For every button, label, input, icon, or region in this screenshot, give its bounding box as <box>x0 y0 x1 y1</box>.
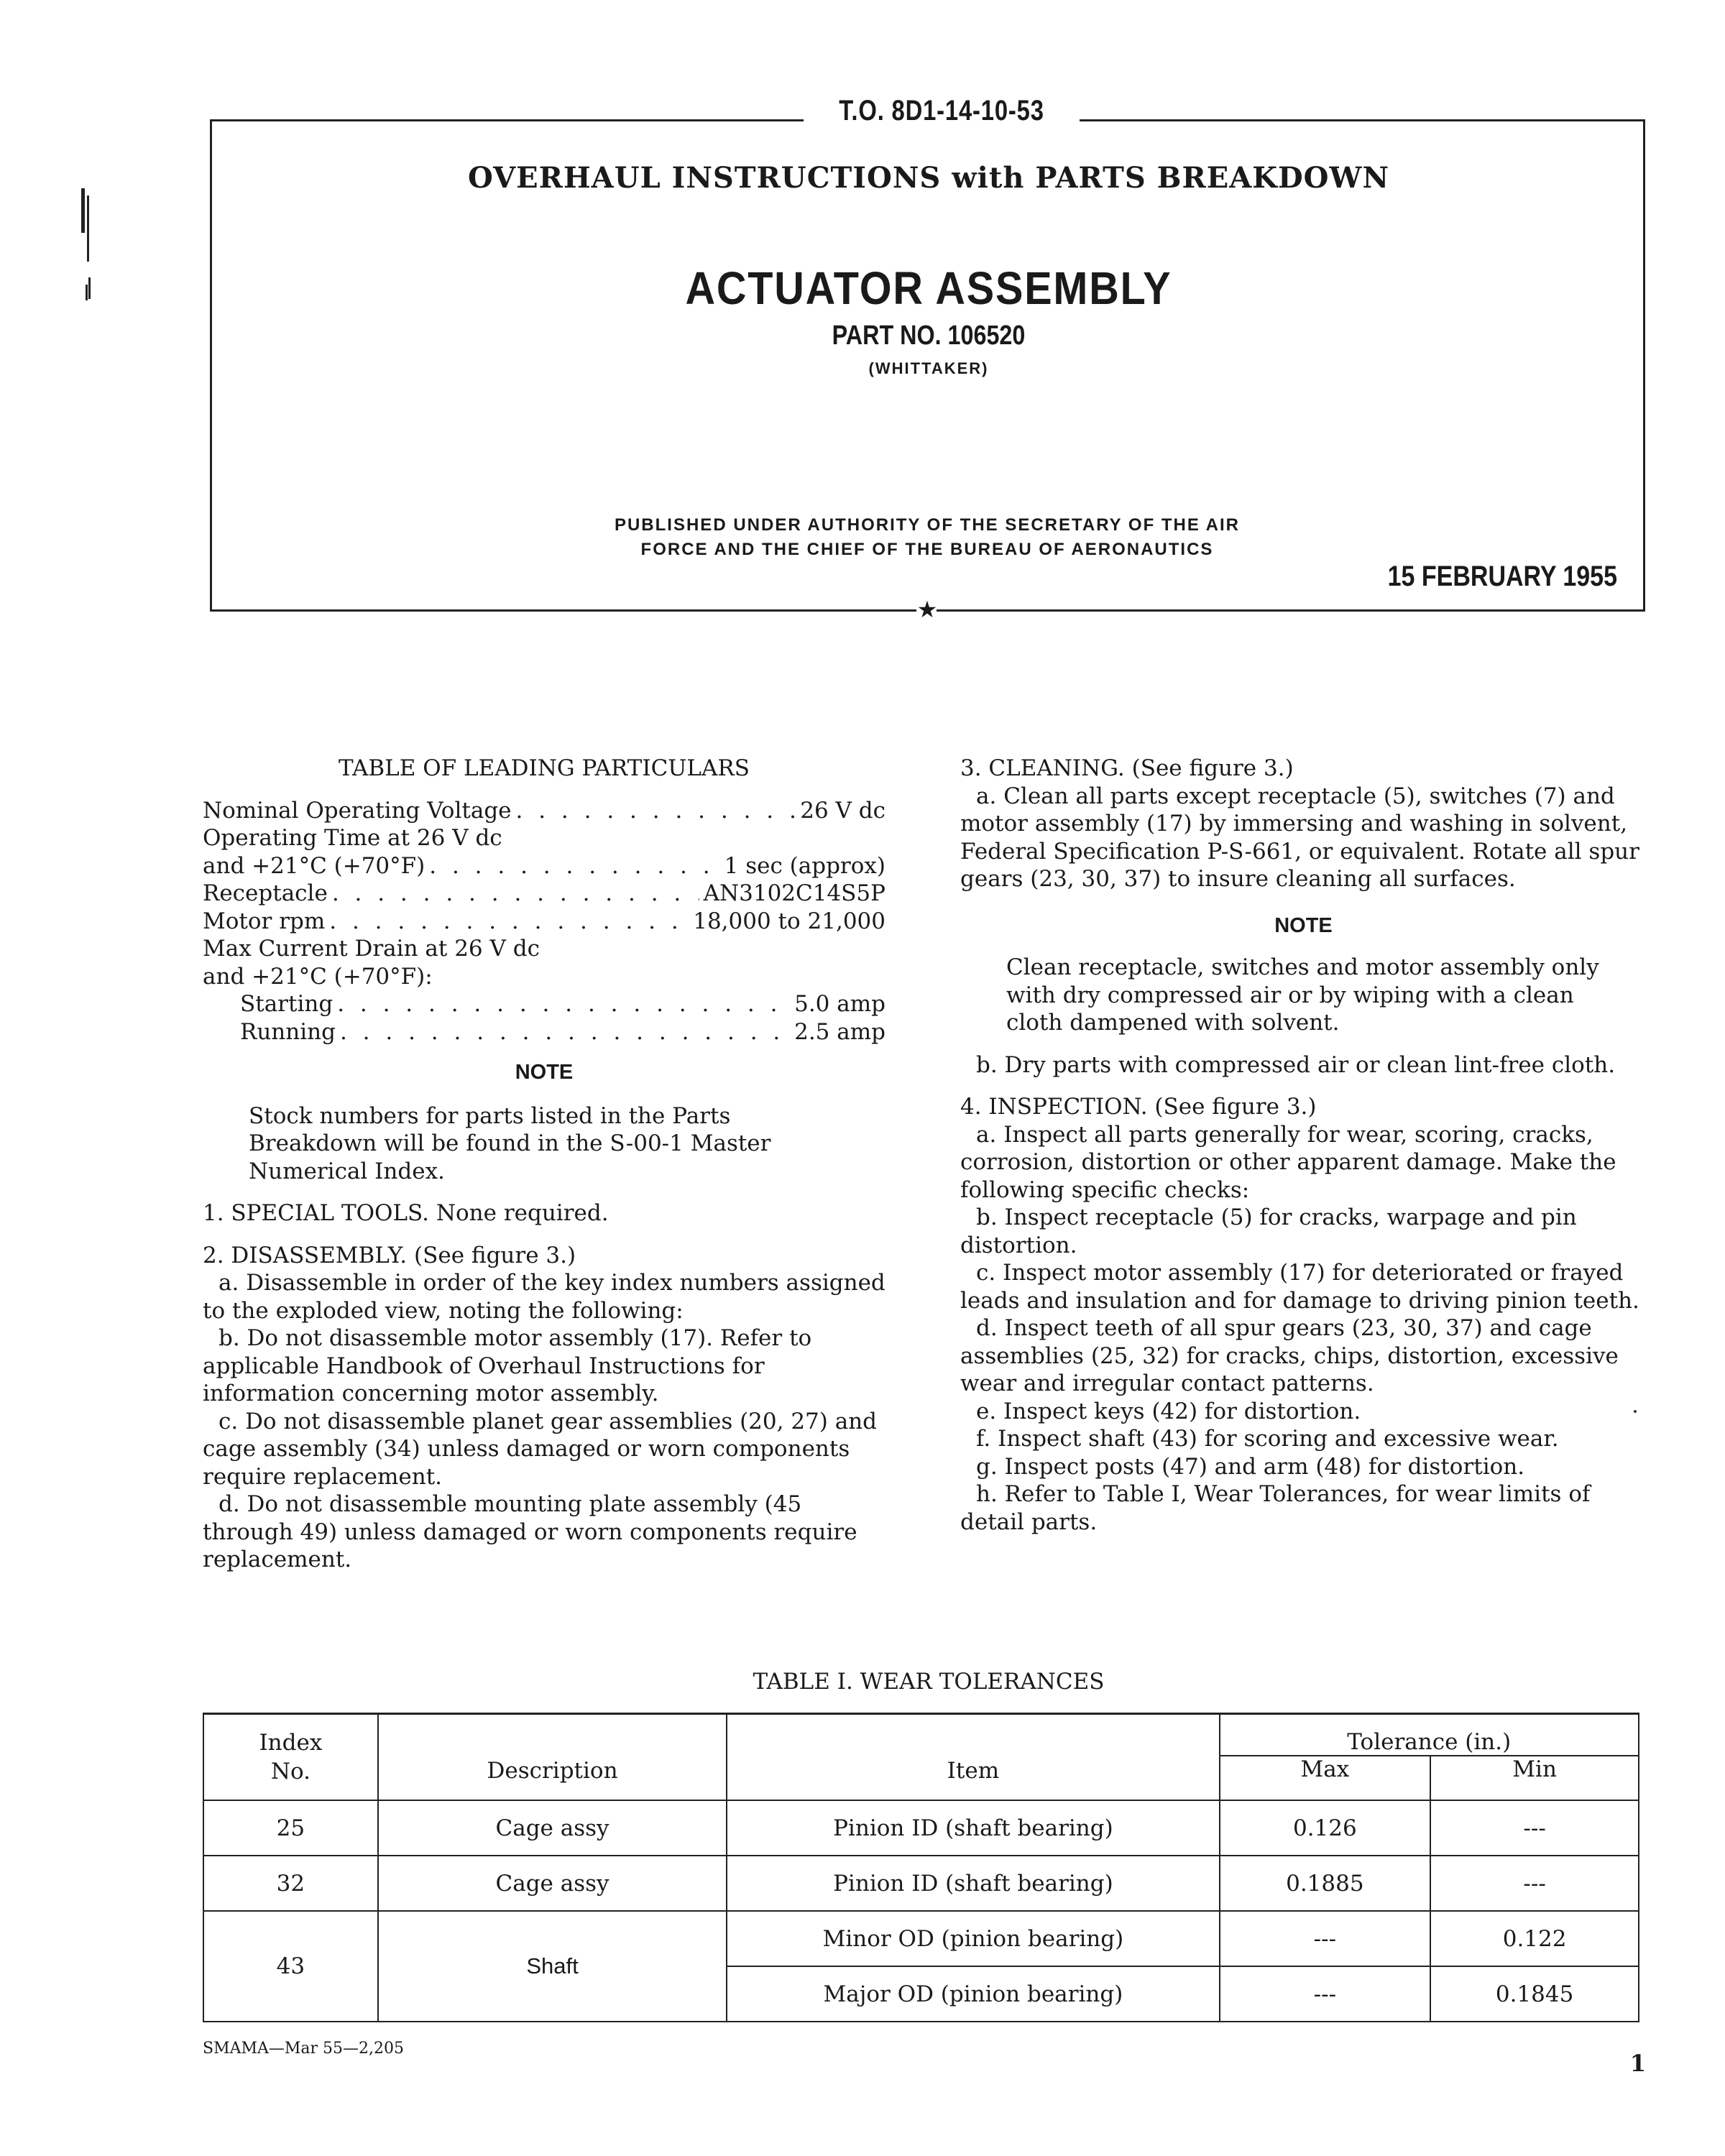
binding-mark <box>87 195 89 262</box>
inspection-step: e. Inspect keys (42) for distortion. <box>976 1398 1361 1424</box>
document-type: OVERHAUL INSTRUCTIONS with PARTS BREAKDOWN <box>467 161 1390 195</box>
particular-label: Max Current Drain at 26 V dc <box>203 936 540 962</box>
cell-item: Pinion ID (shaft bearing) <box>727 1800 1219 1856</box>
header-item: Item <box>727 1714 1219 1801</box>
disassembly-step: d. Do not disassemble mounting plate assembly (45 through 49) unless damaged or worn components require replacement. <box>203 1491 857 1572</box>
cleaning-step: a. Clean all parts except receptacle (5), switches (7) and motor assembly (17) by immersing and washing in solvent, Federal Specification P-S-661, or equivalent. Rotate all spur gears (23, 30, 37) to insure cleaning all surfaces. <box>960 783 1639 892</box>
binding-mark <box>86 285 88 300</box>
particular-row <box>203 797 886 825</box>
header-tolerance: Tolerance (in.) <box>1220 1714 1639 1756</box>
note-heading: NOTE <box>515 1061 574 1084</box>
header-frame-top-left <box>210 119 804 121</box>
authority-line: FORCE AND THE CHIEF OF THE BUREAU OF AERONAUTICS <box>640 540 1214 559</box>
cell-min: 0.122 <box>1430 1911 1639 1966</box>
header-min: Min <box>1430 1756 1639 1800</box>
table-title: TABLE I. WEAR TOLERANCES <box>753 1669 1105 1695</box>
particular-row <box>203 935 886 963</box>
cell-description: Cage assy <box>378 1800 727 1856</box>
binding-mark <box>81 188 85 233</box>
page-number: 1 <box>1629 2050 1646 2077</box>
cleaning-step: b. Dry parts with compressed air or clean lint-free cloth. <box>976 1051 1616 1078</box>
particular-row <box>203 908 886 936</box>
leader-dots <box>516 797 796 825</box>
leading-particulars-heading: TABLE OF LEADING PARTICULARS <box>339 755 750 781</box>
particular-value: 5.0 amp <box>794 991 886 1017</box>
particular-row <box>203 880 886 908</box>
cell-item: Minor OD (pinion bearing) <box>727 1911 1219 1966</box>
cell-min: 0.1845 <box>1430 1966 1639 2022</box>
printer-line: SMAMA—Mar 55—2,205 <box>203 2040 405 2058</box>
cell-index: 25 <box>203 1800 378 1856</box>
technical-order-number: T.O. 8D1-14-10-53 <box>839 95 1044 126</box>
particular-value: 2.5 amp <box>794 1018 886 1045</box>
particular-value: AN3102C14S5P <box>703 880 886 906</box>
particular-label: and +21°C (+70°F) <box>203 852 426 879</box>
cell-min: --- <box>1430 1856 1639 1911</box>
cell-index: 43 <box>203 1911 378 2022</box>
binding-mark <box>88 277 91 299</box>
particular-row <box>203 963 886 991</box>
cell-max: 0.1885 <box>1220 1856 1431 1911</box>
particular-value: 1 sec (approx) <box>724 852 886 879</box>
cell-item: Pinion ID (shaft bearing) <box>727 1856 1219 1911</box>
print-speck <box>1634 1410 1637 1413</box>
leader-dots <box>332 880 699 908</box>
note-heading: NOTE <box>1274 913 1333 937</box>
particular-label: Running <box>240 1018 336 1045</box>
inspection-step: g. Inspect posts (47) and arm (48) for distortion. <box>976 1453 1525 1480</box>
disassembly-step: a. Disassemble in order of the key index numbers assigned to the exploded view, noting the following: <box>203 1270 886 1324</box>
particular-row <box>203 990 886 1018</box>
leader-dots <box>429 852 719 880</box>
header-index-line: Index <box>259 1730 323 1756</box>
cleaning-heading: 3. CLEANING. (See figure 3.) <box>960 755 1294 781</box>
cell-index: 32 <box>203 1856 378 1911</box>
publication-date: 15 FEBRUARY 1955 <box>1387 561 1617 592</box>
inspection-step: c. Inspect motor assembly (17) for deteriorated or frayed leads and insulation and for damage to driving pinion teeth. <box>960 1260 1639 1314</box>
particular-value: 26 V dc <box>800 797 886 824</box>
table-row <box>203 1911 1639 1966</box>
cell-item: Major OD (pinion bearing) <box>727 1966 1219 2022</box>
particular-value: 18,000 to 21,000 <box>693 908 886 934</box>
cell-max: --- <box>1220 1911 1431 1966</box>
inspection-step: d. Inspect teeth of all spur gears (23, 30, 37) and cage assemblies (25, 32) for cracks, chips, distortion, excessive wear and irregular contact patterns. <box>960 1315 1619 1396</box>
inspection-step: a. Inspect all parts generally for wear, scoring, cracks, corrosion, distortion or other apparent damage. Make the following specific checks: <box>960 1121 1616 1203</box>
particular-label: Motor rpm <box>203 908 326 934</box>
disassembly-step: b. Do not disassemble motor assembly (17). Refer to applicable Handbook of Overhaul Instructions for information concerning motor assembly. <box>203 1325 812 1406</box>
note-text: Stock numbers for parts listed in the Parts Breakdown will be found in the S-00-1 Master Numerical Index. <box>249 1102 771 1184</box>
inspection-step: b. Inspect receptacle (5) for cracks, warpage and pin distortion. <box>960 1204 1577 1258</box>
manufacturer: (WHITTAKER) <box>868 359 989 377</box>
cell-min: --- <box>1430 1800 1639 1856</box>
note-text: Clean receptacle, switches and motor assembly only with dry compressed air or by wiping with a clean cloth dampened with solvent. <box>1006 954 1599 1036</box>
header-frame-top-right <box>1080 119 1644 121</box>
disassembly-step: c. Do not disassemble planet gear assemblies (20, 27) and cage assembly (34) unless damaged or worn components require replacement. <box>203 1408 878 1490</box>
header-frame-bottom-left <box>210 609 916 612</box>
particular-row <box>203 824 886 852</box>
header-description: Description <box>378 1714 727 1801</box>
cell-description: Shaft <box>378 1911 727 2022</box>
leader-dots <box>337 990 790 1018</box>
document-title: ACTUATOR ASSEMBLY <box>685 262 1172 314</box>
header-index-line: No. <box>270 1759 310 1784</box>
authority-line: PUBLISHED UNDER AUTHORITY OF THE SECRETARY OF THE AIR <box>614 515 1241 535</box>
particular-row <box>203 852 886 880</box>
particular-label: Receptacle <box>203 880 328 906</box>
inspection-heading: 4. INSPECTION. (See figure 3.) <box>960 1094 1317 1120</box>
particular-label: Starting <box>240 991 334 1017</box>
table-row <box>203 1856 1639 1911</box>
cell-max: --- <box>1220 1966 1431 2022</box>
inspection-step: h. Refer to Table I, Wear Tolerances, for wear limits of detail parts. <box>960 1481 1591 1535</box>
leader-dots <box>340 1018 790 1046</box>
particular-label: Nominal Operating Voltage <box>203 797 512 824</box>
header-index <box>203 1714 378 1801</box>
star-icon: ★ <box>916 596 938 623</box>
table-row <box>203 1800 1639 1856</box>
header-frame-bottom-right <box>937 609 1645 612</box>
leading-particulars <box>203 755 886 1574</box>
part-number: PART NO. 106520 <box>832 321 1026 351</box>
procedures-column <box>960 755 1647 1536</box>
disassembly-heading: 2. DISASSEMBLY. (See figure 3.) <box>203 1242 576 1268</box>
publication-authority <box>460 513 1394 562</box>
particular-label: and +21°C (+70°F): <box>203 963 433 990</box>
leader-dots <box>329 908 689 936</box>
cell-description: Cage assy <box>378 1856 727 1911</box>
particular-label: Operating Time at 26 V dc <box>203 825 502 851</box>
special-tools-paragraph: 1. SPECIAL TOOLS. None required. <box>203 1200 609 1226</box>
particular-row <box>203 1018 886 1046</box>
header-max: Max <box>1220 1756 1431 1800</box>
cell-max: 0.126 <box>1220 1800 1431 1856</box>
inspection-step: f. Inspect shaft (43) for scoring and excessive wear. <box>976 1426 1559 1452</box>
wear-tolerances-table <box>203 1713 1639 2022</box>
